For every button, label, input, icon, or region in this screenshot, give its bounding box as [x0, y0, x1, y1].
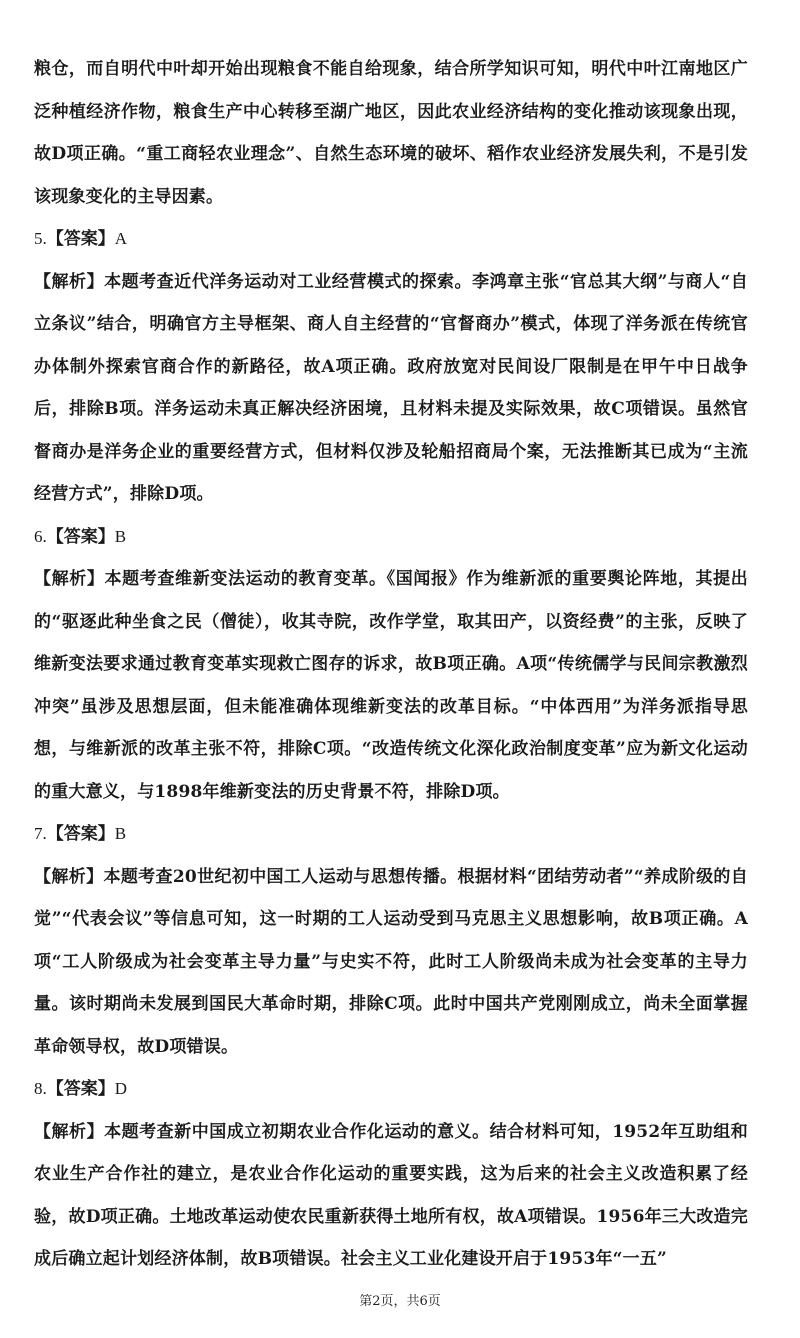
question-item-6 [34, 516, 748, 814]
document-body [34, 48, 748, 1281]
question-number: 7. [34, 824, 47, 843]
question-item-7 [34, 813, 748, 1068]
analysis-tag: 【解析】 [34, 1121, 105, 1142]
answer-letter: B [114, 824, 127, 843]
continuation-paragraph: 粮仓，而自明代中叶却开始出现粮食不能自给现象，结合所学知识可知，明代中叶江南地区广泛种植经济作物，粮食生产中心转移至湖广地区，因此农业经济结构的变化推动该现象出现，故D项正确。“重工商轻农业理念”、自然生态环境的破坏、稻作农业经济发展失利，不是引发该现象变化的主导因素。 [34, 59, 748, 207]
question-number: 6. [34, 526, 47, 546]
analysis-tag: 【解析】 [34, 271, 105, 292]
answer-letter: A [114, 229, 128, 248]
answer-letter: B [114, 526, 127, 546]
analysis-text: 本题考查20世纪初中国工人运动与思想传播。根据材料“团结劳动者”“养成阶级的自觉”“代表会议”等信息可知，这一时期的工人运动受到马克思主义思想影响，故B项正确。A项“工人阶级成为社会变革主导力量”与史实不符，此时工人阶级尚未成为社会变革的主导力量。该时期尚未发展到国民大革命时期，排除C项。此时中国共产党刚刚成立，尚未全面掌握革命领导权，故D项错误。 [34, 866, 748, 1057]
answer-line [34, 516, 748, 559]
analysis-paragraph [34, 261, 748, 516]
analysis-paragraph [34, 1111, 748, 1281]
answer-tag: 【答案】 [46, 526, 115, 547]
answer-tag: 【答案】 [46, 1079, 115, 1099]
answer-tag: 【答案】 [46, 229, 115, 249]
question-item-5 [34, 218, 748, 516]
page-footer: 第2页，共6页 [359, 1294, 441, 1309]
analysis-tag: 【解析】 [34, 569, 105, 589]
question-number: 5. [34, 229, 47, 248]
answer-line [34, 1068, 748, 1111]
analysis-tag: 【解析】 [34, 866, 104, 887]
answer-letter: D [114, 1079, 128, 1098]
answer-line [34, 218, 748, 261]
analysis-paragraph [34, 558, 748, 813]
analysis-text: 本题考查新中国成立初期农业合作化运动的意义。结合材料可知，1952年互助组和农业生产合作社的建立，是农业合作化运动的重要实践，这为后来的社会主义改造积累了经验，故D项正确。土地改革运动使农民重新获得土地所有权，故A项错误。1956年三大改造完成后确立起计划经济体制，故B项错误。社会主义工业化建设开启于1953年“一五” [34, 1121, 748, 1269]
analysis-text: 本题考查维新变法运动的教育变革。《国闻报》作为维新派的重要舆论阵地，其提出的“驱逐此种坐食之民（僧徒），收其寺院，改作学堂，取其田产，以资经费”的主张，反映了维新变法要求通过教育变革实现救亡图存的诉求，故B项正确。A项“传统儒学与民间宗教激烈冲突”虽涉及思想层面，但未能准确体现维新变法的改革目标。“中体西用”为洋务派指导思想，与维新派的改革主张不符，排除C项。“改造传统文化深化政治制度变革”应为新文化运动的重大意义，与1898年维新变法的历史背景不符，排除D项。 [34, 569, 748, 802]
analysis-text: 本题考查近代洋务运动对工业经营模式的探索。李鸿章主张“官总其大纲”与商人“自立条议”结合，明确官方主导框架、商人自主经营的“官督商办”模式，体现了洋务派在传统官办体制外探索官商合作的新路径，故A项正确。政府放宽对民间设厂限制是在甲午中日战争后，排除B项。洋务运动未真正解决经济困境，且材料未提及实际效果，故C项错误。虽然官督商办是洋务企业的重要经营方式，但材料仅涉及轮船招商局个案，无法推断其已成为“主流经营方式”，排除D项。 [34, 271, 748, 504]
analysis-paragraph [34, 856, 748, 1069]
question-item-8 [34, 1068, 748, 1281]
answer-tag: 【答案】 [46, 824, 115, 844]
answer-line [34, 813, 748, 856]
question-number: 8. [34, 1079, 47, 1098]
